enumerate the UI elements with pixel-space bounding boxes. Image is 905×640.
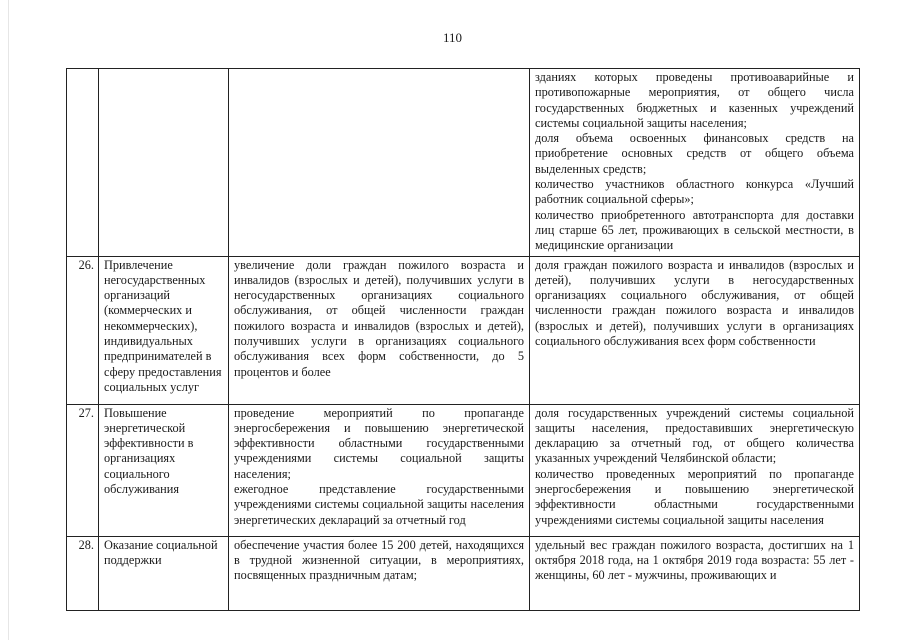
indicators-cell xyxy=(530,536,860,610)
events-cell xyxy=(229,256,530,404)
indicator-text: количество проведенных мероприятий по пропаганде энергосбережения и повышению энергетической эффективности областными государственными учреждениями системы социальной защиты населения xyxy=(535,466,854,527)
event-text: обеспечение участия более 15 200 детей, находящихся в трудной жизненной ситуации, в мероприятиях, посвященных праздничным датам; xyxy=(234,537,524,583)
task-name: Повышение энергетической эффективности в организациях социального обслуживания xyxy=(99,404,229,536)
row-number xyxy=(67,69,99,257)
indicator-text: зданиях которых проведены противоаварийные и противопожарные мероприятия, от общего числа государственных бюджетных и казенных учреждений системы социальной защиты населения; xyxy=(535,70,854,130)
table-row-continuation xyxy=(67,69,860,257)
table-row-28 xyxy=(67,536,860,610)
event-text: ежегодное представление государственными учреждениями системы социальной защиты населения энергетических деклараций за отчетный год xyxy=(234,482,524,527)
task-name: Оказание социальной поддержки xyxy=(99,536,229,610)
row-number: 26. xyxy=(67,256,99,404)
indicator-text: количество приобретенного автотранспорта для доставки лиц старше 65 лет, проживающих в сельской местности, в медицинские организации xyxy=(535,207,854,253)
events-cell xyxy=(229,69,530,257)
program-table xyxy=(66,68,860,611)
page-number: 110 xyxy=(442,30,463,45)
indicators-cell xyxy=(530,404,860,536)
indicator-text: доля государственных учреждений системы социальной защиты населения, предоставивших энергетическую декларацию за отчетный год, от общего количества указанных учреждений Челябинской области; xyxy=(535,405,854,466)
indicator-text: доля граждан пожилого возраста и инвалидов (взрослых и детей), получивших услуги в негосударственных организациях социального обслуживания, от общей численности граждан пожилого возраста и инвалидов (взрослых и детей), получивших услуги в организациях социального обслуживания всех форм собственности xyxy=(535,257,854,349)
indicator-text: доля объема освоенных финансовых средств на приобретение основных средств от общего объема выделенных средств; xyxy=(535,131,854,176)
task-name xyxy=(99,69,229,257)
event-text: проведение мероприятий по пропаганде энергосбережения и повышению энергетической эффективности областными государственными учреждениями системы социальной защиты населения; xyxy=(234,405,524,481)
table-row-27 xyxy=(67,404,860,536)
task-name: Привлечение негосударственных организаций (коммерческих и некоммерческих), индивидуальных предпринимателей в сферу предоставления социальных услуг xyxy=(99,256,229,404)
row-number: 28. xyxy=(67,536,99,610)
row-number: 27. xyxy=(67,404,99,536)
event-text: увеличение доли граждан пожилого возраста и инвалидов (взрослых и детей), получивших услуги в негосударственных организациях социального обслуживания, от общей численности граждан пожилого возраста и инвалидов (взрослых и детей), получивших услуги в организациях социального обслуживания всех форм собственности, до 5 процентов и более xyxy=(234,257,524,379)
indicator-text: удельный вес граждан пожилого возраста, достигших на 1 октября 2018 года, на 1 октября 2019 года возраста: 55 лет - женщины, 60 лет - мужчины, проживающих и xyxy=(535,537,854,583)
indicators-cell xyxy=(530,256,860,404)
indicator-text: количество участников областного конкурса «Лучший работник социальной сферы»; xyxy=(535,177,854,207)
table-row-26 xyxy=(67,256,860,404)
scan-edge-line xyxy=(8,0,9,640)
indicators-cell xyxy=(530,69,860,257)
events-cell xyxy=(229,536,530,610)
events-cell xyxy=(229,404,530,536)
